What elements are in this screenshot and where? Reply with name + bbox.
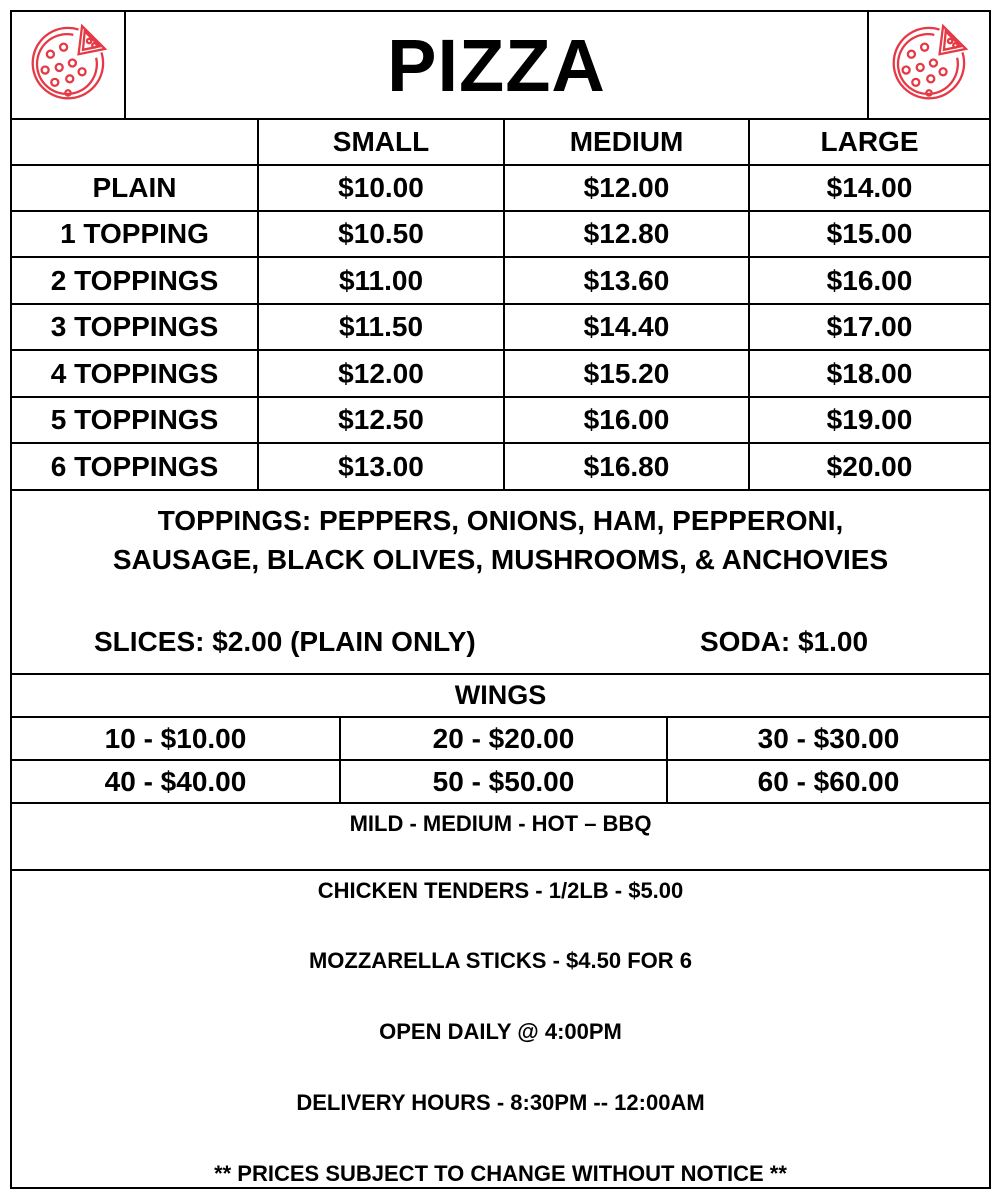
- delivery-hours: DELIVERY HOURS - 8:30PM -- 12:00AM: [296, 1090, 705, 1115]
- slices-price: SLICES: $2.00 (PLAIN ONLY): [94, 626, 476, 657]
- price-small: $12.50: [257, 398, 503, 442]
- table-row: [12, 258, 989, 305]
- row-label: 2 TOPPINGS: [50, 264, 219, 296]
- table-row: [12, 212, 989, 258]
- price-small: $11.50: [257, 305, 503, 349]
- price-medium: $15.20: [503, 351, 748, 396]
- column-header: SMALL: [257, 120, 503, 164]
- price-large: $14.00: [748, 166, 989, 210]
- price-large: $20.00: [748, 444, 989, 489]
- price-small: $10.50: [257, 212, 503, 256]
- wings-row: [12, 761, 989, 804]
- page-title: PIZZA: [387, 23, 606, 107]
- toppings-line-2: SAUSAGE, BLACK OLIVES, MUSHROOMS, & ANCHOVIES: [112, 544, 889, 575]
- price-small: $10.00: [257, 166, 503, 210]
- price-medium: $16.80: [503, 444, 748, 489]
- price-large: $18.00: [748, 351, 989, 396]
- row-label: 6 TOPPINGS: [50, 450, 219, 482]
- price-medium: $13.60: [503, 258, 748, 303]
- open-hours: OPEN DAILY @ 4:00PM: [379, 1019, 622, 1044]
- price-large: $15.00: [748, 212, 989, 256]
- price-medium: $12.00: [503, 166, 748, 210]
- wings-price: 20 - $20.00: [339, 718, 666, 759]
- header-row: [12, 12, 989, 120]
- table-row: [12, 166, 989, 212]
- wings-flavors: MILD - MEDIUM - HOT – BBQ: [349, 811, 652, 836]
- column-header: [12, 120, 257, 164]
- menu-sheet: [10, 10, 991, 1189]
- price-small: $13.00: [257, 444, 503, 489]
- row-label: 5 TOPPINGS: [50, 404, 219, 435]
- toppings-block: [12, 491, 989, 675]
- wings-price: 40 - $40.00: [104, 765, 247, 797]
- price-medium: $12.80: [503, 212, 748, 256]
- title-cell: [124, 12, 867, 118]
- price-medium: $16.00: [503, 398, 748, 442]
- price-medium: $14.40: [503, 305, 748, 349]
- row-label: 4 TOPPINGS: [50, 357, 219, 389]
- wings-price: 50 - $50.00: [339, 761, 666, 802]
- chicken-tenders: CHICKEN TENDERS - 1/2LB - $5.00: [317, 878, 684, 903]
- table-row: [12, 398, 989, 444]
- table-row: [12, 444, 989, 491]
- pizza-icon: [24, 19, 112, 112]
- right-pizza-cell: [867, 12, 989, 118]
- price-table-header: [12, 120, 989, 166]
- column-header: LARGE: [748, 120, 989, 164]
- soda-price: SODA: $1.00: [700, 626, 869, 657]
- mozzarella-sticks: MOZZARELLA STICKS - $4.50 FOR 6: [308, 948, 692, 973]
- price-large: $16.00: [748, 258, 989, 303]
- wings-row: [12, 718, 989, 761]
- column-header: MEDIUM: [503, 120, 748, 164]
- pizza-icon: [885, 19, 973, 112]
- price-large: $17.00: [748, 305, 989, 349]
- wings-flavors-row: [12, 804, 989, 871]
- price-small: $11.00: [257, 258, 503, 303]
- wings-price: 30 - $30.00: [666, 718, 989, 759]
- wings-price: 10 - $10.00: [104, 722, 247, 754]
- price-small: $12.00: [257, 351, 503, 396]
- wings-price: 60 - $60.00: [666, 761, 989, 802]
- wings-title: WINGS: [454, 680, 547, 710]
- wings-header: [12, 675, 989, 718]
- price-notice: ** PRICES SUBJECT TO CHANGE WITHOUT NOTICE **: [214, 1161, 787, 1186]
- toppings-line-1: TOPPINGS: PEPPERS, ONIONS, HAM, PEPPERONI,: [157, 505, 844, 536]
- info-block: [12, 871, 989, 1187]
- row-label: 1 TOPPING: [60, 218, 209, 249]
- row-label: PLAIN: [92, 172, 177, 203]
- table-row: [12, 351, 989, 398]
- row-label: 3 TOPPINGS: [50, 311, 219, 342]
- table-row: [12, 305, 989, 351]
- left-pizza-cell: [12, 12, 124, 118]
- price-large: $19.00: [748, 398, 989, 442]
